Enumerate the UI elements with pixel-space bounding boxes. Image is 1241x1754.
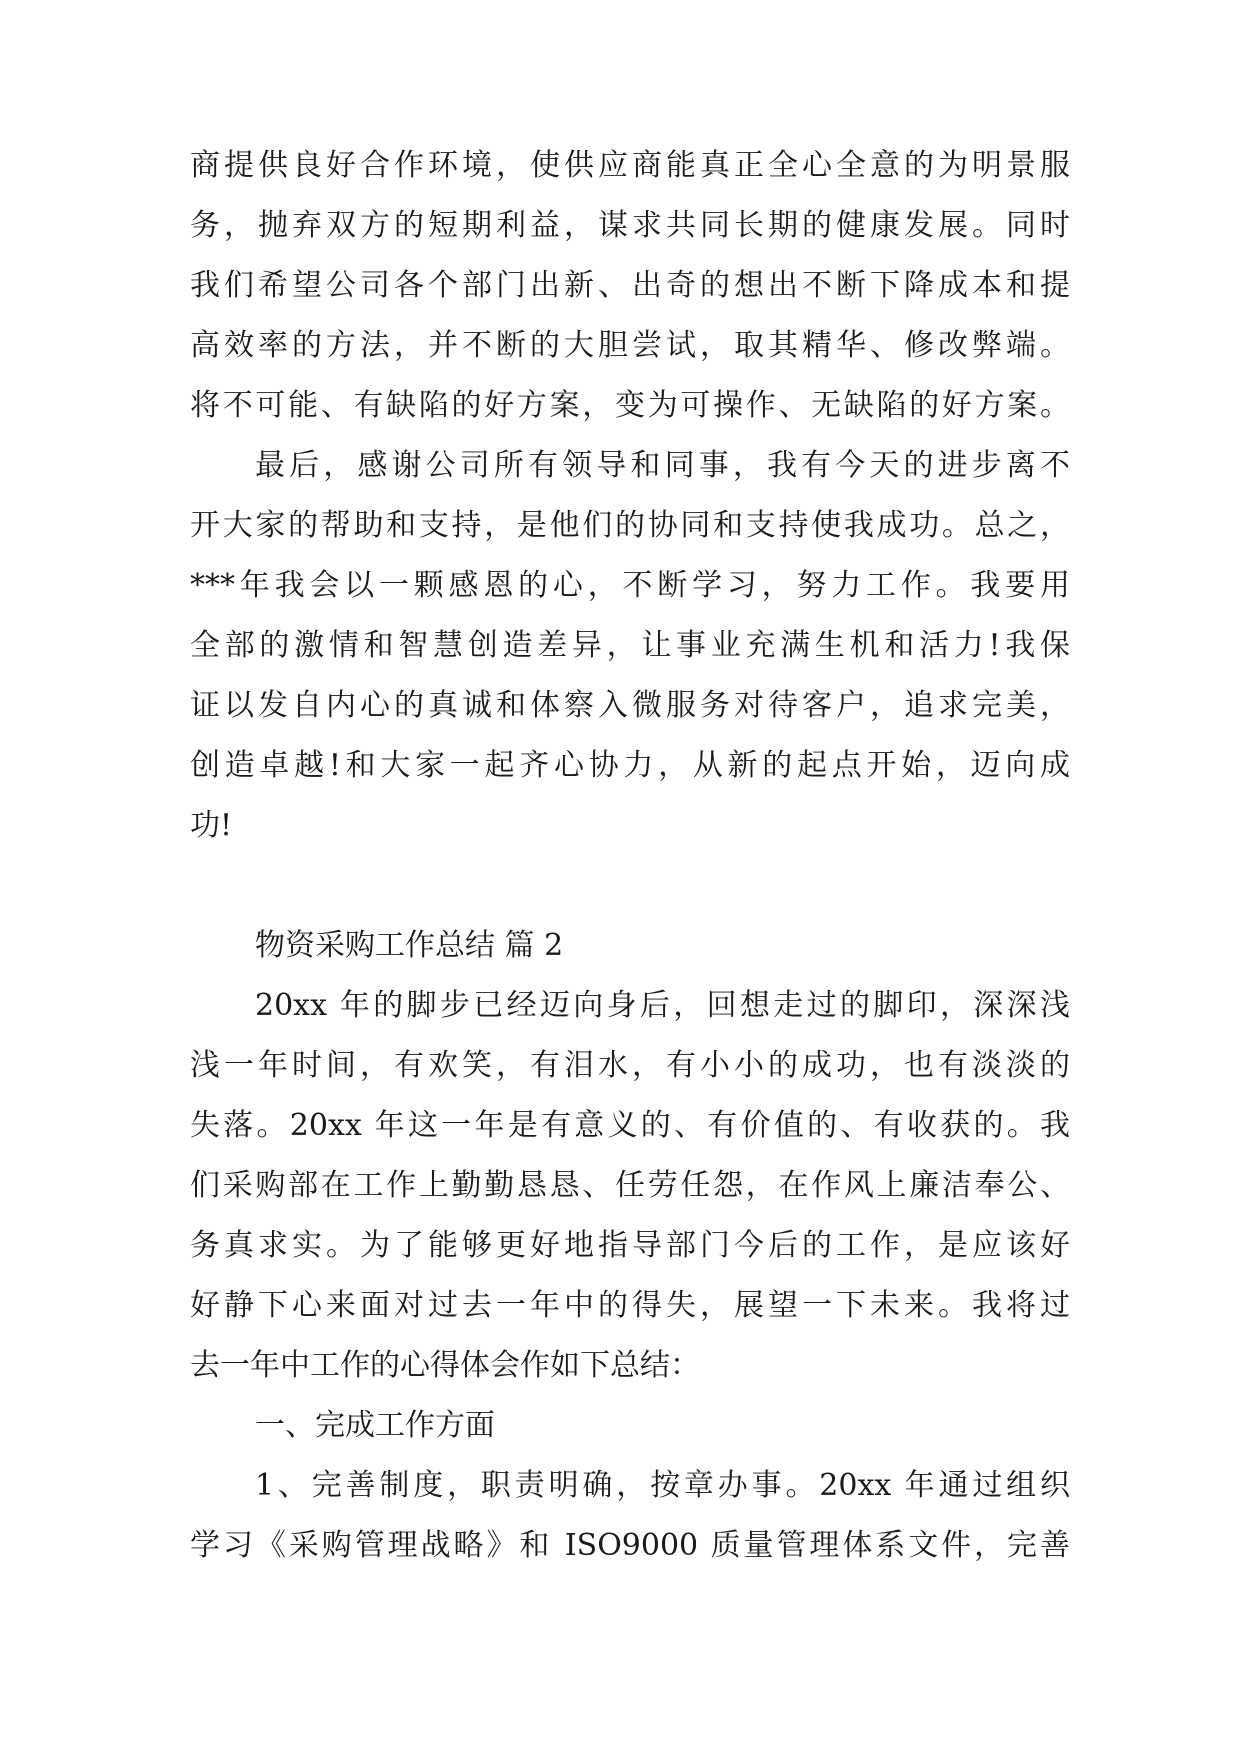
text-line: 证以发自内心的真诚和体察入微服务对待客户，追求完美， xyxy=(190,688,1070,723)
text-line: 们采购部在工作上勤勤恳恳、任劳任怨，在作风上廉洁奉公、 xyxy=(190,1168,1070,1203)
subsection-heading: 一、完成工作方面 xyxy=(255,1408,495,1443)
text-line: 浅一年时间，有欢笑，有泪水，有小小的成功，也有淡淡的 xyxy=(190,1048,1070,1083)
text-line: 创造卓越!和大家一起齐心协力，从新的起点开始，迈向成 xyxy=(190,748,1070,783)
text-line: 全部的激情和智慧创造差异，让事业充满生机和活力!我保 xyxy=(190,628,1070,663)
text-line: 去一年中工作的心得体会作如下总结： xyxy=(190,1348,700,1383)
section-heading: 物资采购工作总结 篇 2 xyxy=(255,928,564,963)
text-line: 务，抛弃双方的短期利益，谋求共同长期的健康发展。同时 xyxy=(190,208,1070,243)
text-line: 最后，感谢公司所有领导和同事，我有今天的进步离不 xyxy=(255,448,1070,483)
text-line: 学习《采购管理战略》和 ISO9000 质量管理体系文件，完善 xyxy=(190,1528,1070,1563)
text-line: 20xx 年的脚步已经迈向身后，回想走过的脚印，深深浅 xyxy=(255,988,1070,1023)
text-line: 好静下心来面对过去一年中的得失，展望一下未来。我将过 xyxy=(190,1288,1070,1323)
text-line: 功! xyxy=(190,808,233,843)
text-line: 开大家的帮助和支持，是他们的协同和支持使我成功。总之， xyxy=(190,508,1070,543)
text-line: 商提供良好合作环境，使供应商能真正全心全意的为明景服 xyxy=(190,148,1070,183)
text-line: 高效率的方法，并不断的大胆尝试，取其精华、修改弊端。 xyxy=(190,328,1070,363)
text-line: 失落。20xx 年这一年是有意义的、有价值的、有收获的。我 xyxy=(190,1108,1070,1143)
text-line: 务真求实。为了能够更好地指导部门今后的工作，是应该好 xyxy=(190,1228,1070,1263)
text-line: 我们希望公司各个部门出新、出奇的想出不断下降成本和提 xyxy=(190,268,1070,303)
text-line: 1、完善制度，职责明确，按章办事。20xx 年通过组织 xyxy=(255,1468,1070,1503)
text-line: 将不可能、有缺陷的好方案，变为可操作、无缺陷的好方案。 xyxy=(190,388,1070,423)
text-line: ***年我会以一颗感恩的心，不断学习，努力工作。我要用 xyxy=(190,568,1070,603)
